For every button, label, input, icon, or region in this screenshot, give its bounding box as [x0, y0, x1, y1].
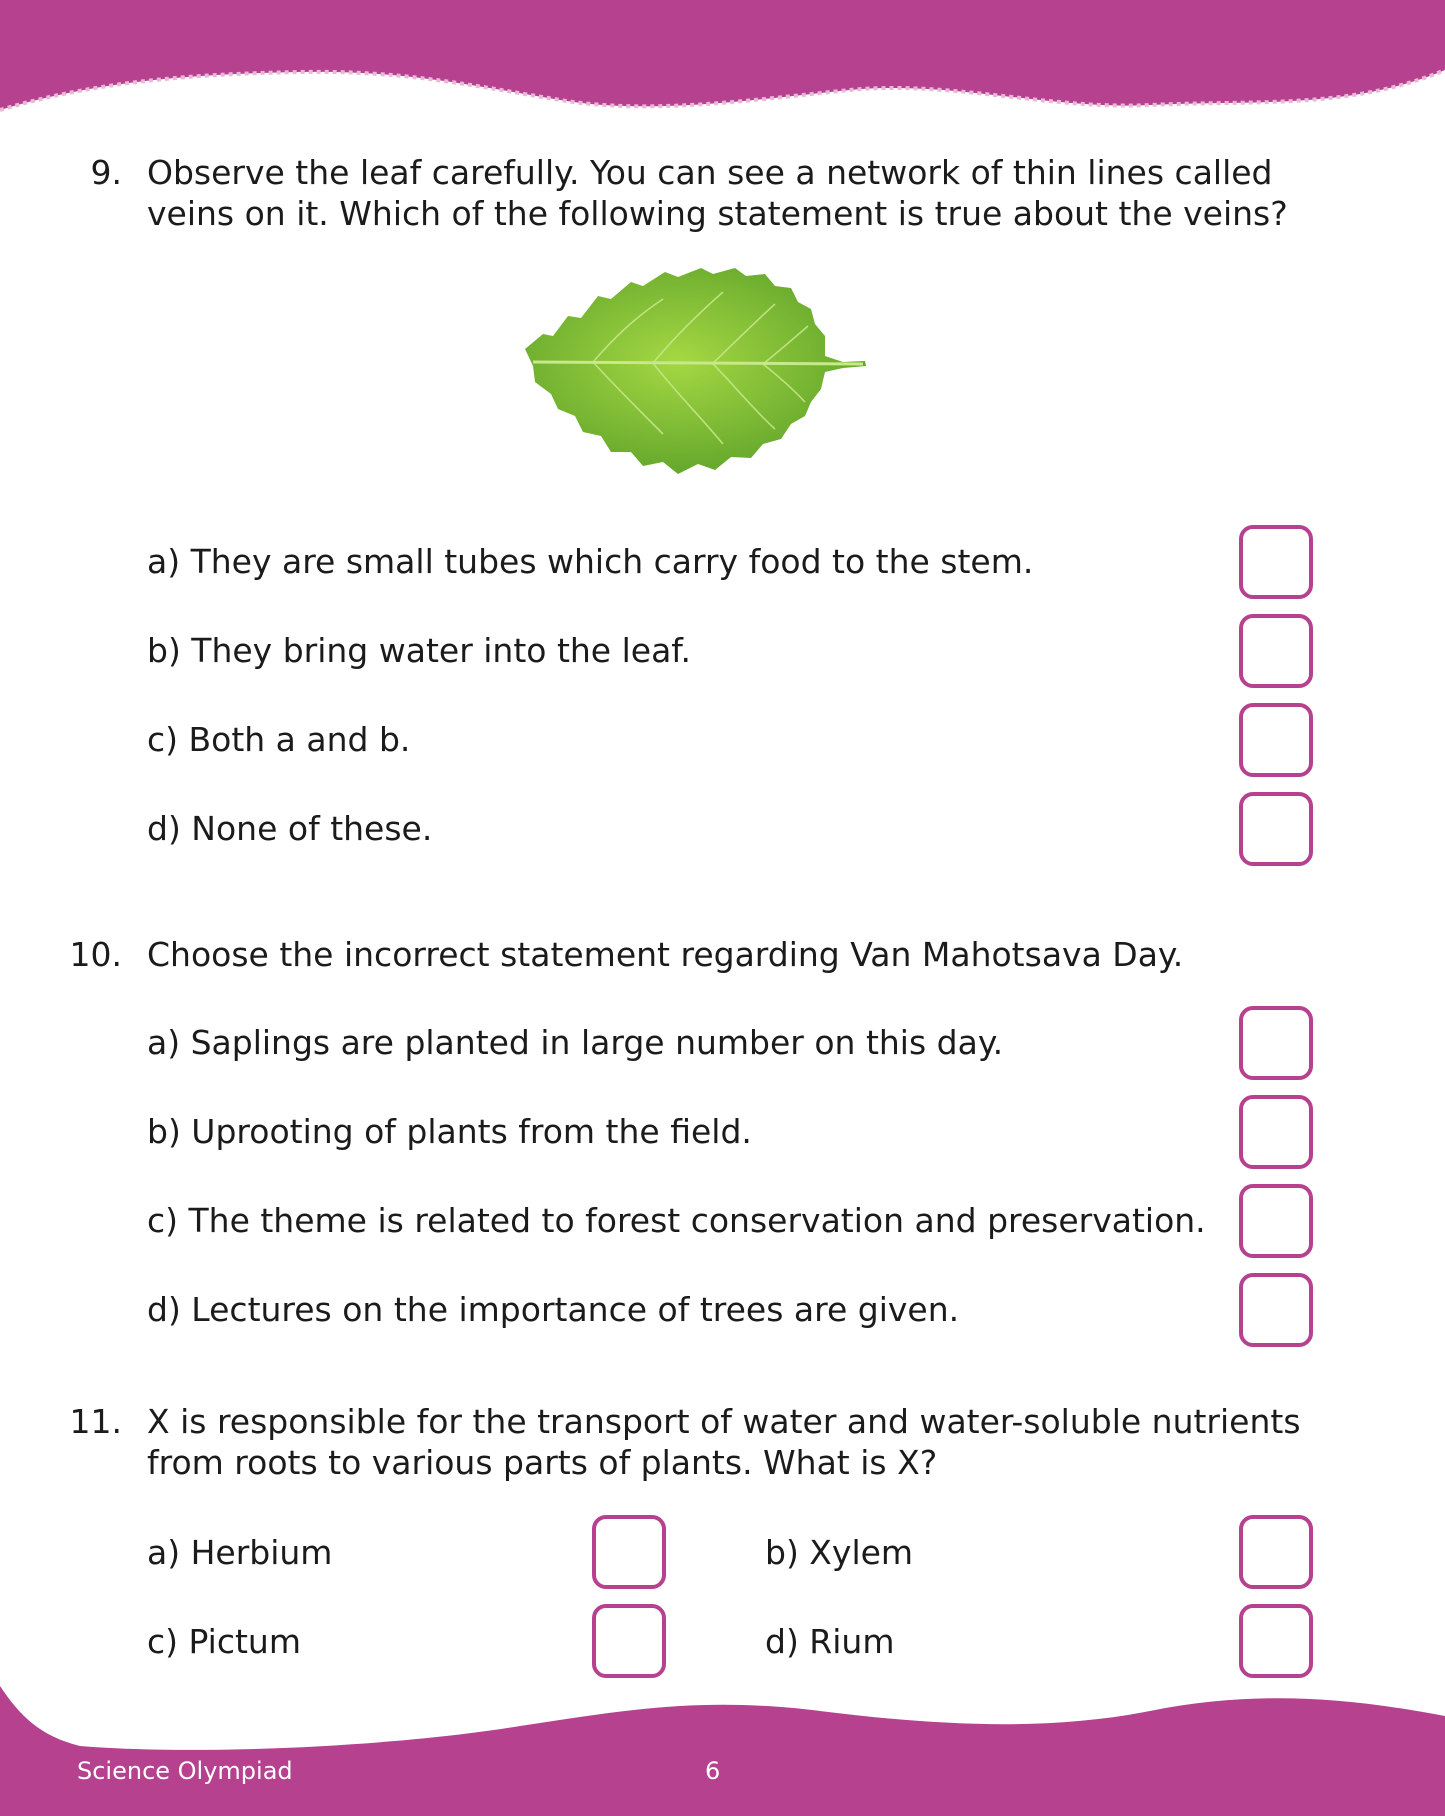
- question-11-option-b: b) Xylem: [765, 1533, 914, 1572]
- question-11-option-b-checkbox[interactable]: [1239, 1515, 1313, 1589]
- question-9-option-c-checkbox[interactable]: [1239, 703, 1313, 777]
- question-11-option-c: c) Pictum: [147, 1622, 301, 1661]
- question-10-option-d-checkbox[interactable]: [1239, 1273, 1313, 1347]
- question-11-text: X is responsible for the transport of water and water-soluble nutrients from roots to various parts of plants. What is X?: [147, 1402, 1301, 1482]
- question-9-option-c: c) Both a and b.: [147, 720, 411, 759]
- leaf-image: [513, 244, 893, 499]
- question-9-text: Observe the leaf carefully. You can see a network of thin lines called veins on it. Which of the following statement is true about the veins?: [147, 153, 1288, 233]
- question-10-option-c-checkbox[interactable]: [1239, 1184, 1313, 1258]
- question-10-option-c: c) The theme is related to forest conservation and preservation.: [147, 1201, 1206, 1240]
- question-11-option-a-checkbox[interactable]: [592, 1515, 666, 1589]
- question-10-number: 10.: [69, 935, 122, 974]
- question-11-option-d: d) Rium: [765, 1622, 895, 1661]
- footer-book-title: Science Olympiad: [77, 1757, 293, 1785]
- question-9-option-b-checkbox[interactable]: [1239, 614, 1313, 688]
- question-9-option-d-checkbox[interactable]: [1239, 792, 1313, 866]
- bottom-wave-decoration: [0, 1656, 1445, 1816]
- question-9-option-a-checkbox[interactable]: [1239, 525, 1313, 599]
- question-10-option-a-checkbox[interactable]: [1239, 1006, 1313, 1080]
- question-10-option-b: b) Uprooting of plants from the field.: [147, 1112, 752, 1151]
- question-10-option-a: a) Saplings are planted in large number on this day.: [147, 1023, 1004, 1062]
- footer-page-number: 6: [705, 1757, 721, 1785]
- question-9-option-a: a) They are small tubes which carry food to the stem.: [147, 542, 1034, 581]
- question-9-option-d: d) None of these.: [147, 809, 433, 848]
- question-10-option-b-checkbox[interactable]: [1239, 1095, 1313, 1169]
- question-9-option-b: b) They bring water into the leaf.: [147, 631, 692, 670]
- question-11-number: 11.: [69, 1402, 122, 1441]
- question-9-number: 9.: [90, 153, 122, 192]
- question-10-text: Choose the incorrect statement regarding Van Mahotsava Day.: [147, 935, 1184, 974]
- question-11-option-a: a) Herbium: [147, 1533, 333, 1572]
- question-10-option-d: d) Lectures on the importance of trees are given.: [147, 1290, 960, 1329]
- top-wave-decoration: [0, 0, 1445, 120]
